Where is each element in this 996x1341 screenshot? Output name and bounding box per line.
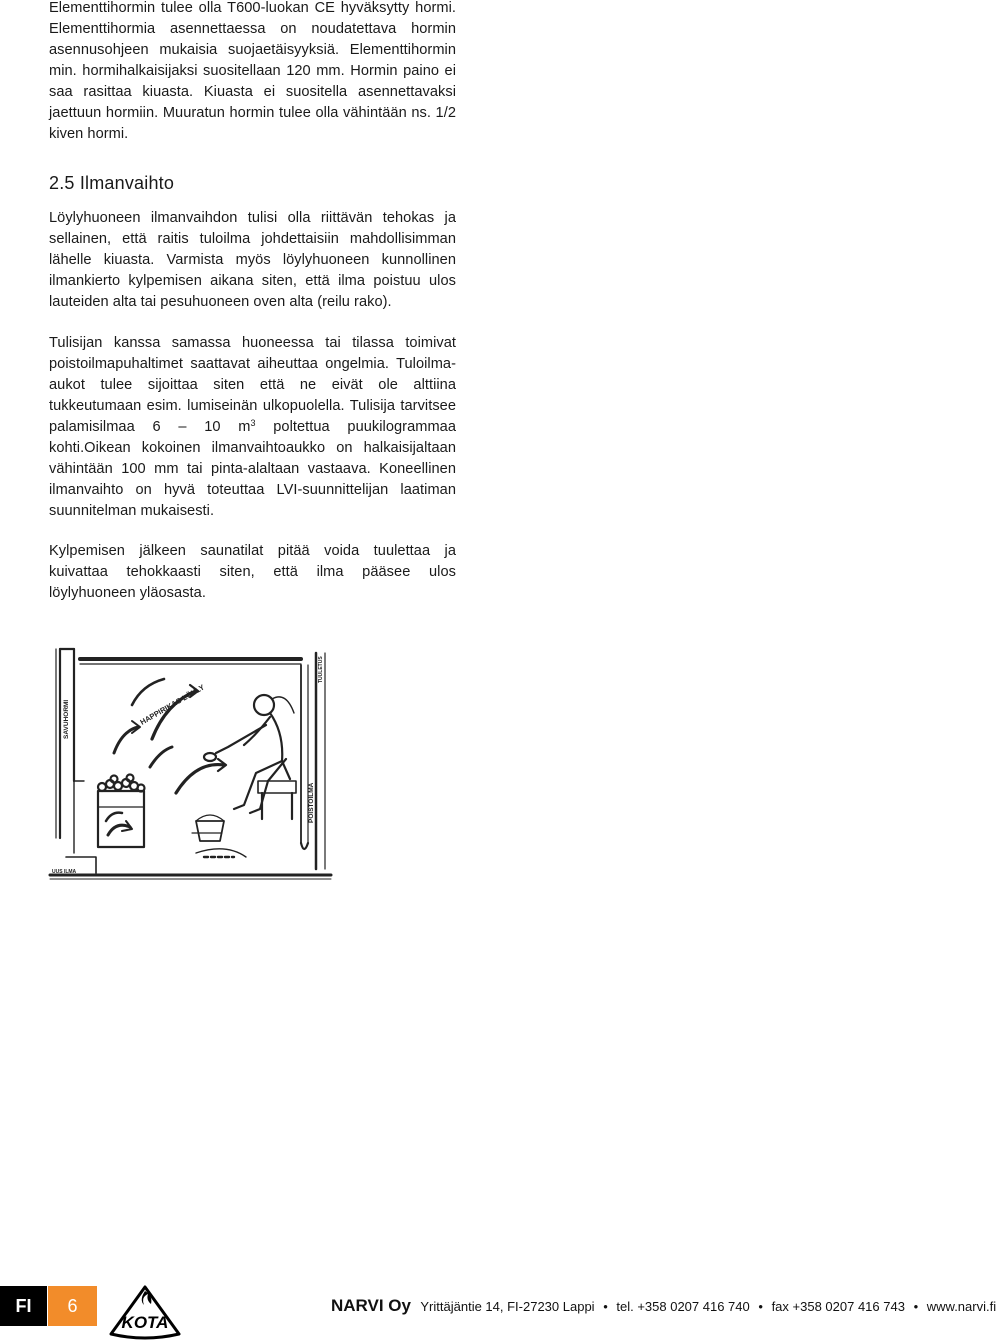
company-fax: fax +358 0207 416 743 bbox=[771, 1299, 905, 1314]
sauna-ventilation-illustration bbox=[46, 643, 336, 891]
kota-logo bbox=[108, 1284, 182, 1340]
ventilation-paragraph-3: Kylpemisen jälkeen saunatilat pitää voida tuulettaa ja kuivattaa tehokkaasti siten, että ilma pääsee ulos löylyhuoneen yläosasta. bbox=[49, 543, 456, 601]
ventilation-paragraph-2 bbox=[49, 333, 456, 522]
page-footer bbox=[0, 1284, 996, 1332]
para2-text-start: Tulisijan kanssa samassa huoneessa tai tilassa toimivat poistoilmapuhaltimet saattavat aiheuttaa ongelmia. Tuloilma-aukot tulee sijoittaa siten että ne eivät ole alttiina tukkeutumaan esim. lumiseinän ulkopuolella. Tulisija tarvitsee palamisilmaa 6 – 10 m bbox=[49, 335, 456, 435]
para2-text-end: poltettua puukilogrammaa kohti.Oikean kokoinen ilmanvaihtoaukko on halkaisijaltaan vähintään 100 mm tai pinta-alaltaan vastaava. Koneellinen ilmanvaihto on hyvä toteuttaa LVI-suunnittelijan laatiman suunnitelman mukaisesti. bbox=[49, 419, 456, 519]
section-heading: 2.5 Ilmanvaihto bbox=[49, 173, 175, 193]
language-badge: FI bbox=[0, 1286, 47, 1326]
chimney-instructions-paragraph: Elementtihormin tulee olla T600-luokan CE hyväksytty hormi. Elementtihormia asennettaessa on noudatettava hormin asennusohjeen mukaisia suojaetäisyyksiä. Elementtihormin min. hormihalkaisijaksi suositellaan 120 mm. Hormin paino ei saa rasittaa kiuasta. Kiuasta ei suositella asennettavaksi jaettuun hormiin. Muuratun hormin tulee olla vähintään ns. 1/2 kiven hormi. bbox=[49, 0, 456, 142]
company-address: Yrittäjäntie 14, FI-27230 Lappi bbox=[420, 1299, 595, 1314]
vent-label: TUULETUS bbox=[318, 656, 324, 683]
company-website[interactable]: www.narvi.fi bbox=[926, 1299, 996, 1314]
page-number: 6 bbox=[48, 1286, 97, 1326]
ventilation-paragraph-1: Löylyhuoneen ilmanvaihdon tulisi olla riittävän tehokas ja sellainen, että raitis tuloilma johdettaisiin mahdollisimman lähelle kiuasta. Varmista myös löylyhuoneen kunnollinen ilmankierto kylpemisen aikana siten, että ilma poistuu ulos lauteiden alta tai pesuhuoneen oven alta (reilu rako). bbox=[49, 210, 456, 310]
cubic-superscript: 3 bbox=[250, 418, 256, 428]
exhaust-label: POISTOILMA bbox=[308, 782, 315, 823]
chimney-label: SAVUHORMI bbox=[63, 699, 70, 739]
contact-line bbox=[331, 1296, 996, 1316]
bullet-separator: • bbox=[758, 1299, 763, 1314]
company-phone: tel. +358 0207 416 740 bbox=[616, 1299, 750, 1314]
steam-label: HAPPIRIKAS LÖYLY bbox=[138, 682, 206, 727]
bullet-separator: • bbox=[603, 1299, 608, 1314]
inlet-label: UUS ILMA bbox=[52, 869, 77, 875]
company-name: NARVI Oy bbox=[331, 1296, 411, 1315]
bullet-separator: • bbox=[913, 1299, 919, 1314]
logo-wordmark: KOTA bbox=[121, 1313, 169, 1332]
